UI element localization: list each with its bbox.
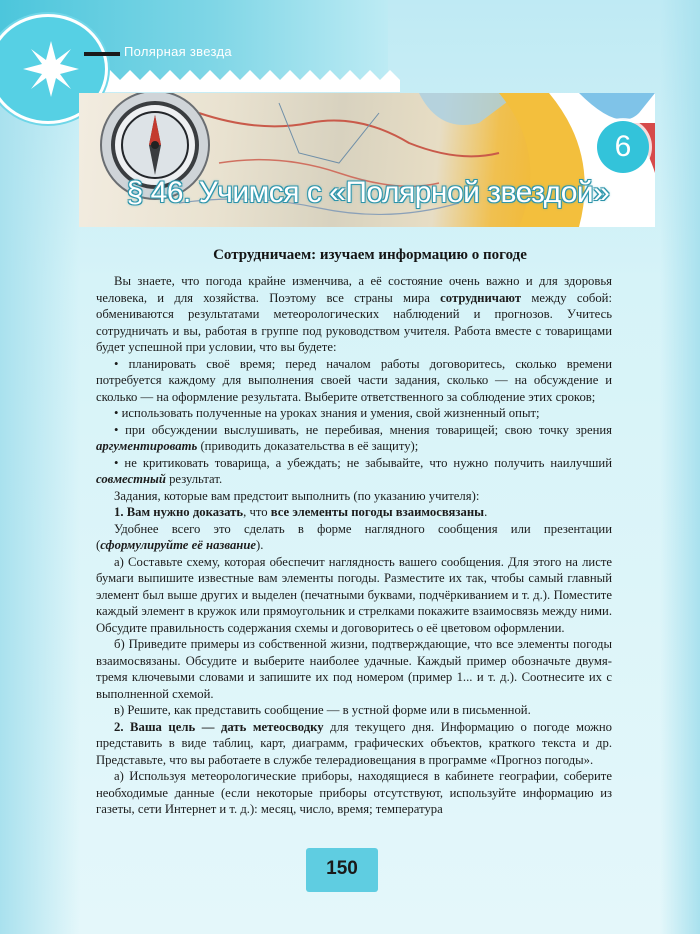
bullet-item: • при обсуждении выслушивать, не перебивая, мнения товарищей; свою точку зрения аргументировать (приводить доказательства в её защиту);: [96, 422, 612, 453]
running-title: Полярная звезда: [124, 44, 232, 59]
right-margin-gradient: [660, 0, 700, 934]
subtask-v: в) Решите, как представить сообщение — в устной форме или в письменной.: [114, 703, 531, 717]
bullet-item: • использовать полученные на уроках знания и умения, свой жизненный опыт;: [114, 406, 540, 420]
paragraph: Вы знаете, что погода крайне изменчива, а её состояние очень важно и для здоровья человека, и для хозяйства. Поэтому все страны мира сотрудничают между собой: обмениваются результатами метеорологических наблюдений и прогнозов. Учитесь сотрудничать и вы, работая в группе под руководством учителя. Работа вместе с товарищами будет успешной при условии, что вы будете:: [96, 274, 612, 354]
chapter-badge: 6: [597, 121, 649, 173]
header-rule: [84, 52, 120, 56]
paragraph: Удобнее всего это сделать в форме наглядного сообщения или презентации (сформулируйте её название).: [96, 521, 612, 552]
bullet-item: • планировать своё время; перед началом работы договоритесь, сколько времени потребуется каждому для выполнения своей части задания, сколько — на обсуждение и сколько — на оформление результата. Выберите ответственного за соблюдение этих сроков;: [96, 356, 612, 404]
bullet-item: • не критиковать товарища, а убеждать; не забывайте, что нужно получить наилучший совместный результат.: [96, 455, 612, 486]
subtask-a: а) Составьте схему, которая обеспечит наглядность вашего сообщения. Для этого на листе бумаги выпишите известные вам элементы погоды. Разместите их так, чтобы самый главный элемент был выше других и выделен (печатными буквами, подчёркиванием и т. д.). Поместите каждый элемент в кружок или прямоугольник и стрелками покажите взаимосвязь между ними. Обсудите правильность содержания схемы и договоритесь о её цветовом оформлении.: [96, 554, 612, 635]
subtask-a-2: а) Используя метеорологические приборы, находящиеся в кабинете географии, соберите необходимые данные (если некоторые приборы отсутствуют, используйте информацию из газеты, сети Интернет и т. д.): месяц, число, время; температура: [96, 769, 612, 816]
task-1: 1. Вам нужно доказать, что все элементы погоды взаимосвязаны.: [114, 505, 488, 519]
task-2: 2. Ваша цель — дать метеосводку для текущего дня. Информацию о погоде можно представить в виде таблиц, карт, диаграмм, графических объектов, краткого текста и др. Представьте, что вы работаете в службе телерадиовещания в программе «Прогноз погоды».: [96, 719, 612, 767]
paragraph-title: § 46. Учимся с «Полярной звездой»: [126, 176, 610, 209]
page-number: 150: [326, 858, 358, 879]
zigzag-border: [100, 70, 400, 92]
star-icon: [21, 39, 81, 99]
left-margin-gradient: [0, 0, 80, 934]
subtask-b: б) Приведите примеры из собственной жизни, подтверждающие, что все элементы погоды взаимосвязаны. Обсудите и выберите наиболее удачные. Каждый пример обозначьте двумя-тремя ключевыми словами и запишите их под номером (пример 1... и т. д.). Соотнесите их с выполненной схемой.: [96, 637, 612, 701]
paragraph: Задания, которые вам предстоит выполнить (по указанию учителя):: [114, 488, 480, 503]
section-heading: Сотрудничаем: изучаем информацию о погоде: [213, 247, 527, 263]
main-text: [96, 273, 612, 818]
